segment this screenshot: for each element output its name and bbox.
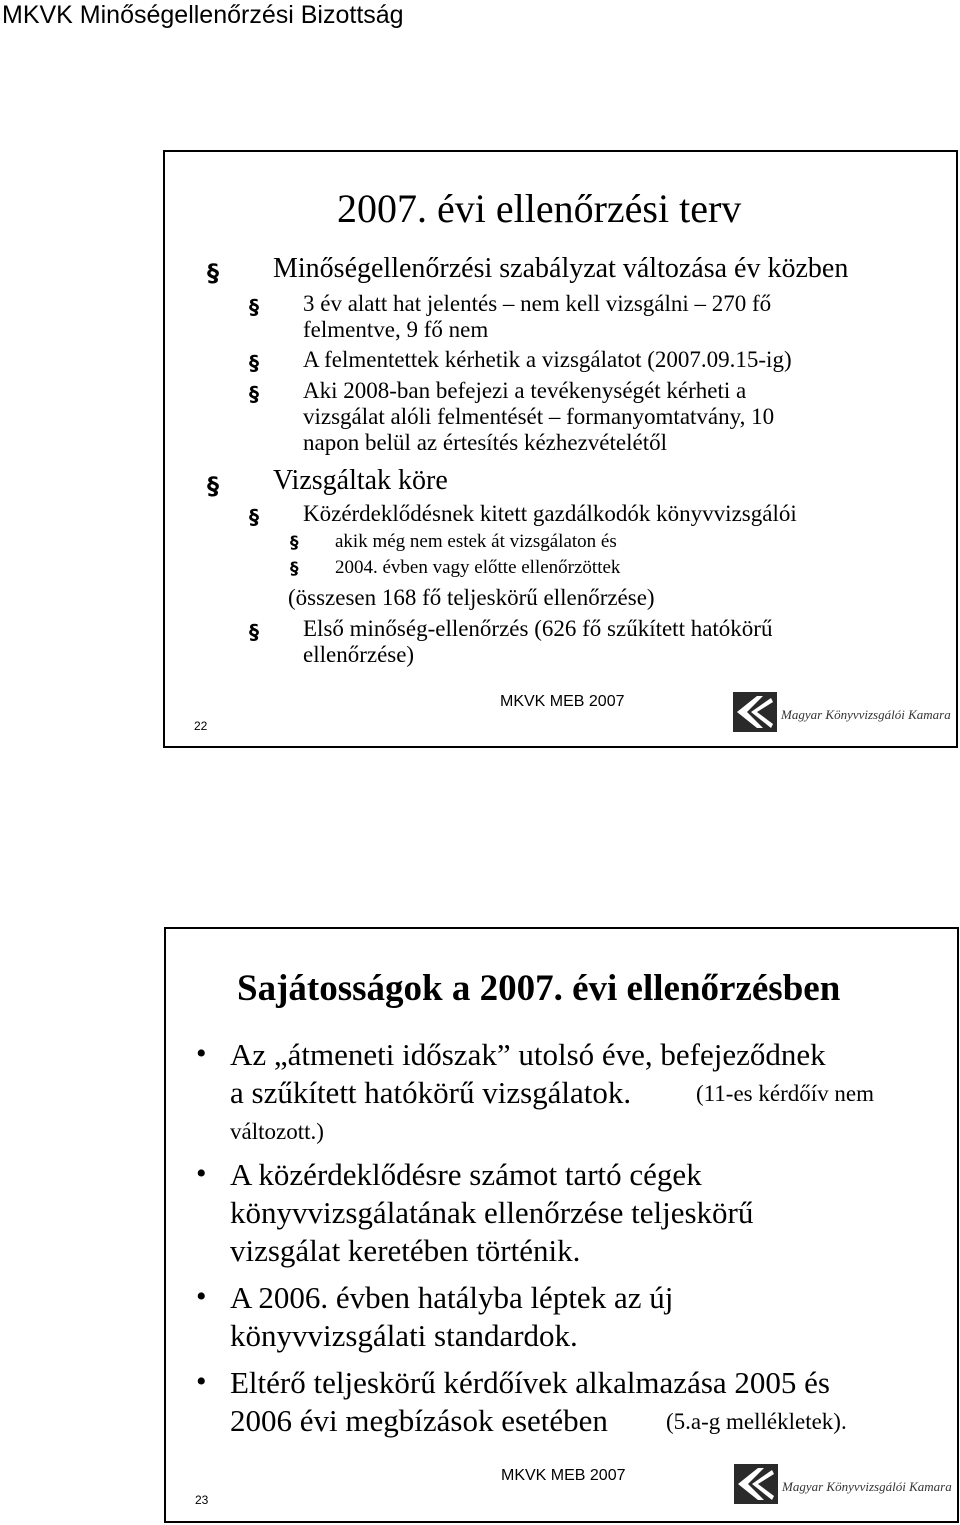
- square-bullet-icon: §: [249, 620, 259, 644]
- note-text: (11-es kérdőív nem: [696, 1081, 874, 1106]
- bullet-text: Eltérő teljeskörű kérdőívek alkalmazása 2005 és: [230, 1365, 830, 1400]
- note-text: (összesen 168 fő teljeskörű ellenőrzése): [288, 585, 655, 610]
- slide-footer: MKVK MEB 2007: [500, 693, 625, 710]
- bullet-text: Közérdeklődésnek kitett gazdálkodók könyvvizsgálói: [303, 501, 797, 526]
- dot-bullet-icon: •: [196, 1365, 207, 1398]
- bullet-text: napon belül az értesítés kézhezvételétől: [303, 430, 667, 455]
- note-text: változott.): [230, 1119, 324, 1144]
- bullet-text: 2004. évben vagy előtte ellenőrzöttek: [335, 557, 621, 578]
- slide-23: [164, 927, 959, 1523]
- bullet-text: 3 év alatt hat jelentés – nem kell vizsgálni – 270 fő: [303, 291, 772, 316]
- slide-22: [163, 150, 958, 748]
- bullet-text: Minőségellenőrzési szabályzat változása év közben: [273, 253, 849, 284]
- bullet-text: A 2006. évben hatályba léptek az új: [230, 1280, 674, 1315]
- slide-number: 23: [195, 1493, 209, 1507]
- bullet-text: akik még nem estek át vizsgálaton és: [335, 531, 617, 552]
- kamara-logo-icon: [734, 1464, 778, 1504]
- square-bullet-icon: §: [249, 382, 259, 406]
- square-bullet-icon: §: [207, 259, 219, 287]
- bullet-text: Első minőség-ellenőrzés (626 fő szűkített hatókörű: [303, 616, 773, 641]
- slide-number: 22: [194, 719, 208, 733]
- bullet-text: vizsgálat alóli felmentését – formanyomtatvány, 10: [303, 404, 775, 429]
- logo-text: Magyar Könyvvizsgálói Kamara: [781, 707, 951, 722]
- dot-bullet-icon: •: [196, 1157, 207, 1190]
- bullet-text: könyvvizsgálatának ellenőrzése teljeskörű: [230, 1195, 754, 1230]
- bullet-text: Az „átmeneti időszak” utolsó éve, befejeződnek: [230, 1037, 826, 1072]
- square-bullet-icon: §: [249, 505, 259, 529]
- bullet-text: A felmentettek kérhetik a vizsgálatot (2007.09.15-ig): [303, 347, 792, 372]
- note-text: (5.a-g mellékletek).: [666, 1409, 847, 1434]
- logo-text: Magyar Könyvvizsgálói Kamara: [782, 1479, 952, 1494]
- slide-title: 2007. évi ellenőrzési terv: [337, 186, 742, 231]
- bullet-text: felmentve, 9 fő nem: [303, 317, 489, 342]
- bullet-text: könyvvizsgálati standardok.: [230, 1318, 578, 1353]
- square-bullet-icon: §: [207, 472, 219, 500]
- bullet-text: Vizsgáltak köre: [273, 465, 448, 496]
- slide-title: Sajátosságok a 2007. évi ellenőrzésben: [237, 968, 841, 1009]
- bullet-text: A közérdeklődésre számot tartó cégek: [230, 1157, 702, 1192]
- slide-footer: MKVK MEB 2007: [501, 1467, 626, 1484]
- bullet-text: vizsgálat keretében történik.: [230, 1233, 581, 1268]
- dot-bullet-icon: •: [196, 1280, 207, 1313]
- square-bullet-icon: §: [290, 559, 299, 579]
- square-bullet-icon: §: [249, 295, 259, 319]
- page-header-title: MKVK Minőségellenőrzési Bizottság: [2, 1, 404, 29]
- dot-bullet-icon: •: [196, 1037, 207, 1070]
- bullet-text: a szűkített hatókörű vizsgálatok.: [230, 1075, 632, 1110]
- bullet-text: Aki 2008-ban befejezi a tevékenységét kérheti a: [303, 378, 747, 403]
- bullet-text: ellenőrzése): [303, 642, 415, 667]
- bullet-text: 2006 évi megbízások esetében: [230, 1403, 608, 1438]
- kamara-logo-icon: [733, 692, 777, 732]
- square-bullet-icon: §: [290, 533, 299, 553]
- square-bullet-icon: §: [249, 351, 259, 375]
